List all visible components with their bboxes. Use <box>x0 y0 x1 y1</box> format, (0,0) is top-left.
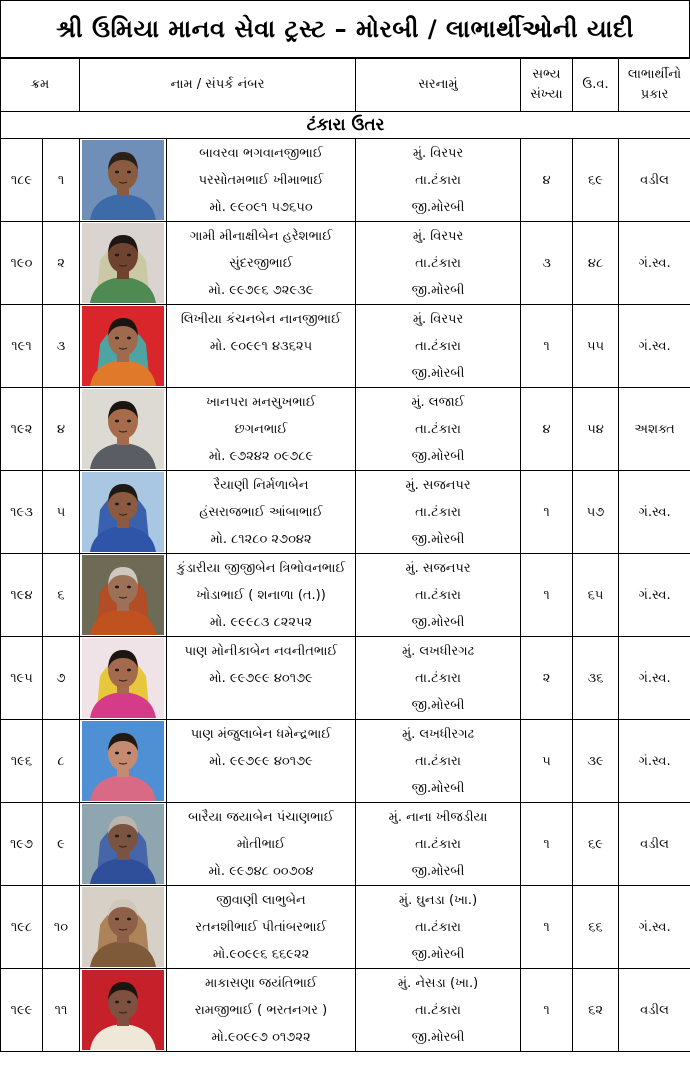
name-line <box>167 360 355 387</box>
address-line: મું. સજનપર <box>405 560 471 576</box>
photo-cell <box>80 886 167 969</box>
name-line: મો. ૯૯૭૯૯ ૪૦૧૭૯ <box>209 670 313 686</box>
address-line: તા.ટંકારા <box>415 504 461 520</box>
table-row <box>1 803 690 886</box>
name-line: મોતીભાઈ <box>236 836 286 852</box>
beneficiary-type: ગં.સ્વ. <box>619 471 690 554</box>
address-cell <box>356 720 521 803</box>
address-line: જી.મોરબી <box>411 780 465 796</box>
row-index: ૯ <box>43 803 80 886</box>
name-contact-cell <box>167 471 356 554</box>
photo-cell <box>80 969 167 1052</box>
address-cell <box>356 222 521 305</box>
serial-number: ૧૯૩ <box>1 471 43 554</box>
row-index: ૪ <box>43 388 80 471</box>
beneficiary-type: ગં.સ્વ. <box>619 886 690 969</box>
photo-cell <box>80 305 167 388</box>
name-line: મો. ૯૯૭૯૯ ૪૦૧૭૯ <box>209 753 313 769</box>
address-line: મું. વિરપર <box>412 228 464 244</box>
name-line: મો.૯૦૯૯૬ ૬૬૯૨૨ <box>212 946 310 962</box>
name-line <box>167 775 355 802</box>
address-line: તા.ટંકારા <box>415 1002 461 1018</box>
table-row <box>1 139 690 222</box>
name-contact-cell <box>167 720 356 803</box>
serial-number: ૧૯૧ <box>1 305 43 388</box>
age: ૪૮ <box>573 222 619 305</box>
age: ૫૭ <box>573 471 619 554</box>
beneficiary-photo <box>82 472 164 552</box>
beneficiary-type: ગં.સ્વ. <box>619 305 690 388</box>
name-line: બારૈયા જયાબેન પંચાણભાઈ <box>188 809 334 825</box>
header-age: ઉ.વ. <box>573 59 619 112</box>
beneficiary-photo <box>82 555 164 635</box>
name-contact-cell <box>167 305 356 388</box>
header-type-line1: લાભાર્થીનો <box>627 67 682 82</box>
row-index: ૮ <box>43 720 80 803</box>
address-line: તા.ટંકારા <box>415 753 461 769</box>
address-line: તા.ટંકારા <box>415 338 461 354</box>
photo-cell <box>80 222 167 305</box>
address-line: તા.ટંકારા <box>415 919 461 935</box>
age: ૩૬ <box>573 637 619 720</box>
name-line: માકાસણા જયંતિભાઈ <box>205 975 318 991</box>
name-contact-cell <box>167 554 356 637</box>
header-kram: ક્રમ <box>1 59 80 112</box>
serial-number: ૧૯૨ <box>1 388 43 471</box>
address-line: જી.મોરબી <box>411 614 465 630</box>
beneficiary-type: ગં.સ્વ. <box>619 720 690 803</box>
members-count: ૧ <box>521 305 573 388</box>
name-line: લિખીયા કંચનબેન નાનજીભાઈ <box>180 311 342 327</box>
address-cell <box>356 139 521 222</box>
address-cell <box>356 886 521 969</box>
address-line: જી.મોરબી <box>411 282 465 298</box>
members-count: ૧ <box>521 969 573 1052</box>
address-line: મું. વિરપર <box>412 145 464 161</box>
header-type-line2: પ્રકાર <box>640 87 669 102</box>
name-line: જીવાણી લાભુબેન <box>216 892 306 908</box>
name-contact-cell <box>167 222 356 305</box>
address-cell <box>356 388 521 471</box>
age: ૫૪ <box>573 388 619 471</box>
address-line: તા.ટંકારા <box>415 670 461 686</box>
name-line: મો. ૯૭૨૪૨ ૦૯૭૮૯ <box>208 448 314 464</box>
name-contact-cell <box>167 637 356 720</box>
name-line: કુંડારીયા જીજીબેન ત્રિભોવનભાઈ <box>176 560 346 576</box>
beneficiary-type: વડીલ <box>619 803 690 886</box>
members-count: ૧ <box>521 471 573 554</box>
address-line: મું. નાના ખીજડીયા <box>388 809 488 825</box>
name-line: છગનભાઈ <box>234 421 288 437</box>
members-count: ૧ <box>521 803 573 886</box>
name-line: મો. ૮૧૨૮૦ ૨૭૦૪૨ <box>210 531 312 547</box>
name-contact-cell <box>167 886 356 969</box>
address-line: તા.ટંકારા <box>415 836 461 852</box>
header-address: સરનામું <box>356 59 521 112</box>
age: ૬૯ <box>573 803 619 886</box>
address-line: તા.ટંકારા <box>415 421 461 437</box>
name-line: ખાનપરા મનસુખભાઈ <box>206 394 316 410</box>
beneficiary-photo <box>82 638 164 718</box>
serial-number: ૧૯૦ <box>1 222 43 305</box>
photo-cell <box>80 554 167 637</box>
age: ૬૫ <box>573 554 619 637</box>
address-line: મું. ઘુનડા (ખા.) <box>398 892 478 908</box>
beneficiary-photo <box>82 804 164 884</box>
header-type <box>619 59 690 112</box>
serial-number: ૧૯૫ <box>1 637 43 720</box>
beneficiary-photo <box>82 887 164 967</box>
name-contact-cell <box>167 139 356 222</box>
address-line: જી.મોરબી <box>411 697 465 713</box>
beneficiary-type: અશક્ત <box>619 388 690 471</box>
address-line: મું. લખધીરગઢ <box>401 726 475 742</box>
members-count: ૨ <box>521 637 573 720</box>
table-row <box>1 222 690 305</box>
address-line: જી.મોરબી <box>411 863 465 879</box>
beneficiary-type: વડીલ <box>619 139 690 222</box>
address-cell <box>356 471 521 554</box>
members-count: ૧ <box>521 554 573 637</box>
address-cell <box>356 969 521 1052</box>
address-cell <box>356 305 521 388</box>
serial-number: ૧૯૮ <box>1 886 43 969</box>
beneficiary-photo <box>82 389 164 469</box>
name-line: પાણ મોનીકાબેન નવનીતભાઈ <box>184 643 338 659</box>
address-line: મું. લખધીરગઢ <box>401 643 475 659</box>
page-title: શ્રી ઉમિયા માનવ સેવા ટ્રસ્ટ – મોરબી / લાભાર્થીઓની યાદી <box>0 0 690 58</box>
row-index: ૨ <box>43 222 80 305</box>
beneficiary-photo <box>82 140 164 220</box>
address-line: તા.ટંકારા <box>415 587 461 603</box>
photo-cell <box>80 139 167 222</box>
name-line: ગામી મીનાક્ષીબેન હરેશભાઈ <box>189 228 333 244</box>
address-line: તા.ટંકારા <box>415 255 461 271</box>
header-members <box>521 59 573 112</box>
members-count: ૧ <box>521 886 573 969</box>
row-index: ૧૦ <box>43 886 80 969</box>
address-line: મું. નેસડા (ખા.) <box>397 975 479 991</box>
table-row <box>1 886 690 969</box>
photo-cell <box>80 720 167 803</box>
address-line: જી.મોરબી <box>411 1029 465 1045</box>
row-index: ૩ <box>43 305 80 388</box>
serial-number: ૧૯૪ <box>1 554 43 637</box>
address-line: મું. લજાઈ <box>411 394 465 410</box>
name-line: મો. ૯૦૯૯૧ ૪૩૬૨૫ <box>209 338 313 354</box>
beneficiary-type: વડીલ <box>619 969 690 1052</box>
address-line: જી.મોરબી <box>411 448 465 464</box>
section-row <box>1 112 690 139</box>
table-row <box>1 388 690 471</box>
name-line: પાણ મંજુલાબેન ધમેન્દ્રભાઈ <box>190 726 332 742</box>
address-line: જી.મોરબી <box>411 946 465 962</box>
header-row <box>1 59 690 112</box>
name-line: હંસરાજભાઈ આંબાભાઈ <box>199 504 323 520</box>
section-title: ટંકારા ઉતર <box>1 112 690 139</box>
row-index: ૧ <box>43 139 80 222</box>
table-row <box>1 305 690 388</box>
name-line: મો.૯૦૯૯૭ ૦૧૭૨૨ <box>211 1029 311 1045</box>
name-line: મો. ૯૯૭૯૬ ૭૨૯૩૯ <box>208 282 314 298</box>
name-contact-cell <box>167 969 356 1052</box>
address-line: જી.મોરબી <box>411 531 465 547</box>
name-line: ખોડાભાઈ ( શનાળા (ત.)) <box>196 587 326 603</box>
name-line: મો. ૯૯૯૮૩ ૮૨૨૫૨ <box>209 614 313 630</box>
name-line: સુંદરજીભાઈ <box>229 255 293 271</box>
row-index: ૭ <box>43 637 80 720</box>
age: ૫૫ <box>573 305 619 388</box>
name-contact-cell <box>167 388 356 471</box>
serial-number: ૧૯૬ <box>1 720 43 803</box>
beneficiary-photo <box>82 721 164 801</box>
name-contact-cell <box>167 803 356 886</box>
serial-number: ૧૮૯ <box>1 139 43 222</box>
members-count: ૪ <box>521 388 573 471</box>
address-cell <box>356 554 521 637</box>
header-members-line2: સંખ્યા <box>530 87 563 102</box>
address-line: તા.ટંકારા <box>415 172 461 188</box>
photo-cell <box>80 637 167 720</box>
beneficiary-type: ગં.સ્વ. <box>619 222 690 305</box>
address-line: જી.મોરબી <box>411 365 465 381</box>
members-count: ૪ <box>521 139 573 222</box>
table-row <box>1 554 690 637</box>
photo-cell <box>80 803 167 886</box>
name-line: બાવરવા ભગવાનજીભાઈ <box>199 145 323 161</box>
beneficiary-photo <box>82 970 164 1050</box>
table-row <box>1 969 690 1052</box>
beneficiary-type: ગં.સ્વ. <box>619 637 690 720</box>
age: ૬૬ <box>573 886 619 969</box>
beneficiary-photo <box>82 306 164 386</box>
table-row <box>1 471 690 554</box>
address-cell <box>356 637 521 720</box>
address-line: મું. સજનપર <box>405 477 471 493</box>
row-index: ૬ <box>43 554 80 637</box>
row-index: ૫ <box>43 471 80 554</box>
address-line: જી.મોરબી <box>411 199 465 215</box>
name-line <box>167 692 355 719</box>
table-row <box>1 637 690 720</box>
members-count: ૫ <box>521 720 573 803</box>
photo-cell <box>80 471 167 554</box>
name-line: મો. ૯૯૦૯૧ ૫૭૬૫૦ <box>209 199 313 215</box>
name-line: મો. ૯૯૭૪૮ ૦૦૭૦૪ <box>208 863 314 879</box>
table-row <box>1 720 690 803</box>
name-line: રતનશીભાઈ પીતાંબરભાઈ <box>195 919 327 935</box>
address-line: મું. વિરપર <box>412 311 464 327</box>
members-count: ૩ <box>521 222 573 305</box>
beneficiary-table <box>0 58 690 1052</box>
beneficiary-type: ગં.સ્વ. <box>619 554 690 637</box>
serial-number: ૧૯૯ <box>1 969 43 1052</box>
age: ૬૨ <box>573 969 619 1052</box>
age: ૩૯ <box>573 720 619 803</box>
header-members-line1: સભ્ય <box>532 67 561 82</box>
name-line: પરસોતમભાઈ ખીમાભાઈ <box>198 172 324 188</box>
beneficiary-photo <box>82 223 164 303</box>
name-line: રામજીભાઈ ( ભરતનગર ) <box>194 1002 328 1018</box>
age: ૬૯ <box>573 139 619 222</box>
name-line: રૈયાણી નિર્મળાબેન <box>213 477 309 493</box>
address-cell <box>356 803 521 886</box>
header-name: નામ / સંપર્ક નંબર <box>80 59 356 112</box>
row-index: ૧૧ <box>43 969 80 1052</box>
photo-cell <box>80 388 167 471</box>
serial-number: ૧૯૭ <box>1 803 43 886</box>
